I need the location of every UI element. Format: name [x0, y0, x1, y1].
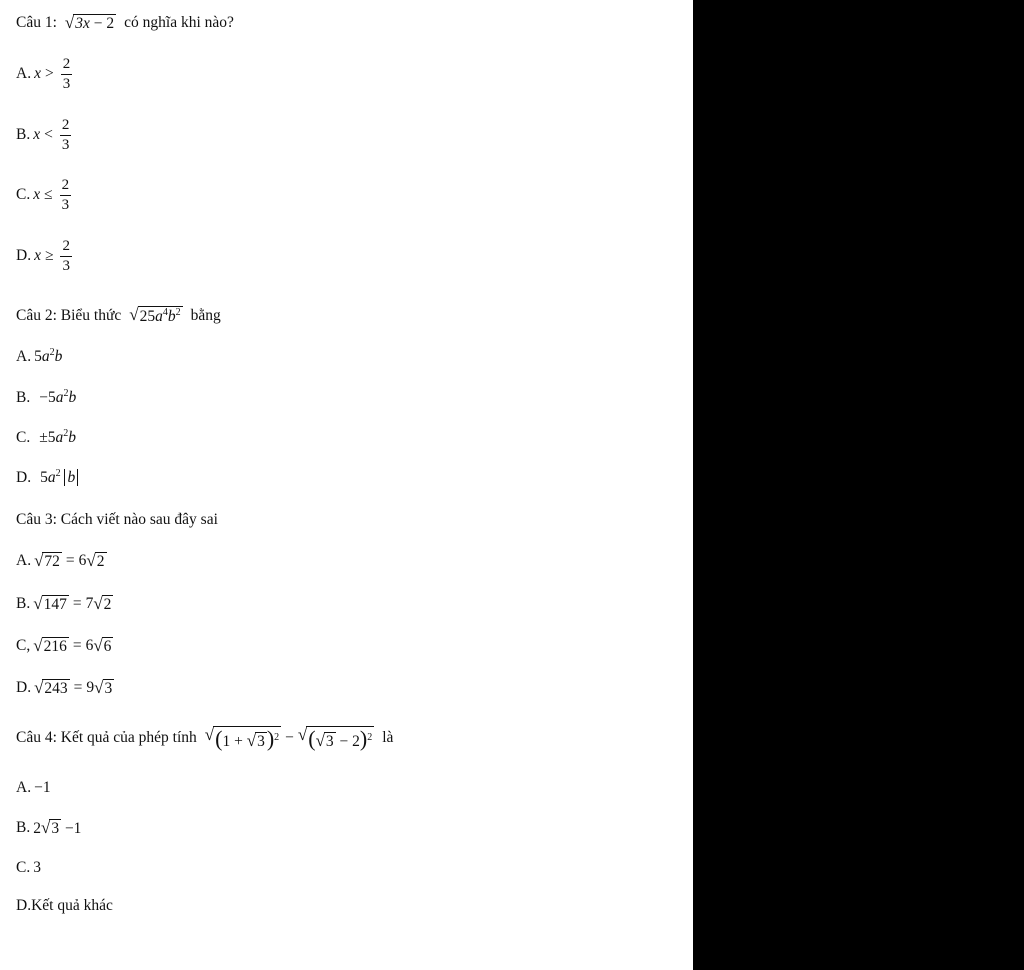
relation-symbol: ≤: [44, 186, 53, 204]
q2-option-a[interactable]: A. $5a^2b$: [16, 347, 63, 365]
question-2: [16, 306, 221, 325]
option-label: A.: [16, 347, 32, 365]
fraction: $\frac{2}{3}$: [62, 56, 71, 92]
q4-option-a[interactable]: A. −1: [16, 779, 51, 796]
relation-symbol: >: [44, 65, 54, 83]
option-label: D.: [16, 247, 32, 265]
relation-symbol: ≥: [44, 247, 54, 265]
question-4-suffix: là: [382, 729, 394, 747]
q1-option-d[interactable]: D. x ≥ $\frac{2}{3}$: [16, 238, 70, 274]
option-label: D.: [16, 468, 32, 486]
relation-symbol: <: [44, 126, 53, 144]
question-4-title: Câu 4: Kết quả của phép tính: [16, 729, 197, 747]
q3-option-d[interactable]: D. √ 243 = 9 √ 3: [16, 678, 113, 697]
option-value: Kết quả khác: [31, 897, 113, 914]
option-label: C.: [16, 186, 31, 204]
fraction: $\frac{2}{3}$: [61, 177, 70, 213]
question-1-radical: √ 3x − 2: [64, 13, 115, 32]
option-label: B.: [16, 126, 31, 144]
option-label: A.: [16, 552, 32, 570]
question-3-title: Câu 3: Cách viết nào sau đây sai: [16, 511, 218, 528]
q2-option-b[interactable]: B. $-5a^2b$: [16, 388, 77, 406]
option-label: A.: [16, 779, 32, 796]
question-1: [16, 14, 234, 32]
option-label: B.: [16, 595, 31, 613]
q4-option-d[interactable]: [16, 898, 113, 914]
question-4: Câu 4: Kết quả của phép tính √ (1 + √ 3 )$^2$ − √ ( √ 3 − 2)$^2$ là: [16, 725, 394, 751]
option-label: B.: [16, 388, 31, 406]
question-1-suffix: có nghĩa khi nào?: [124, 14, 234, 32]
q3-option-b[interactable]: B. √ 147 = 7 √ 2: [16, 594, 112, 613]
question-2-radical: √ $25a^4b^2$: [129, 305, 181, 325]
q1-option-c[interactable]: C. x ≤ $\frac{2}{3}$: [16, 177, 70, 213]
question-3: [16, 512, 218, 528]
fraction: $\frac{2}{3}$: [62, 238, 70, 274]
question-2-suffix: bằng: [190, 306, 221, 324]
question-2-title: Câu 2: Biểu thức: [16, 306, 122, 324]
fraction: $\frac{2}{3}$: [61, 117, 70, 153]
option-value: 3: [33, 859, 41, 876]
q3-option-c[interactable]: C, √ 216 = 6 √ 6: [16, 636, 112, 655]
q1-option-a[interactable]: A. x > $\frac{2}{3}$: [16, 56, 71, 92]
q1-option-b[interactable]: B. x < $\frac{2}{3}$: [16, 117, 70, 153]
q4-option-b[interactable]: B. 2 √ 3 −1: [16, 818, 82, 837]
option-label: A.: [16, 65, 32, 83]
q4-option-c[interactable]: [16, 860, 41, 876]
option-label: C.: [16, 428, 31, 446]
option-label: D.: [16, 679, 32, 697]
option-label: C,: [16, 637, 31, 655]
question-4-radical-1: √ (1 + √ 3 )$^2$: [204, 725, 280, 751]
option-label: D.: [16, 897, 32, 914]
question-1-title: Câu 1:: [16, 14, 57, 32]
black-background-panel: [693, 0, 1024, 970]
option-label: C.: [16, 859, 31, 876]
q2-option-d[interactable]: D. $5a^2$ b: [16, 469, 78, 486]
q2-option-c[interactable]: C. $\pm 5a^2b$: [16, 428, 76, 446]
option-label: B.: [16, 819, 31, 837]
question-4-radical-2: √ ( √ 3 − 2)$^2$: [297, 725, 373, 751]
q3-option-a[interactable]: A. √ 72 = 6 √ 2: [16, 551, 105, 570]
